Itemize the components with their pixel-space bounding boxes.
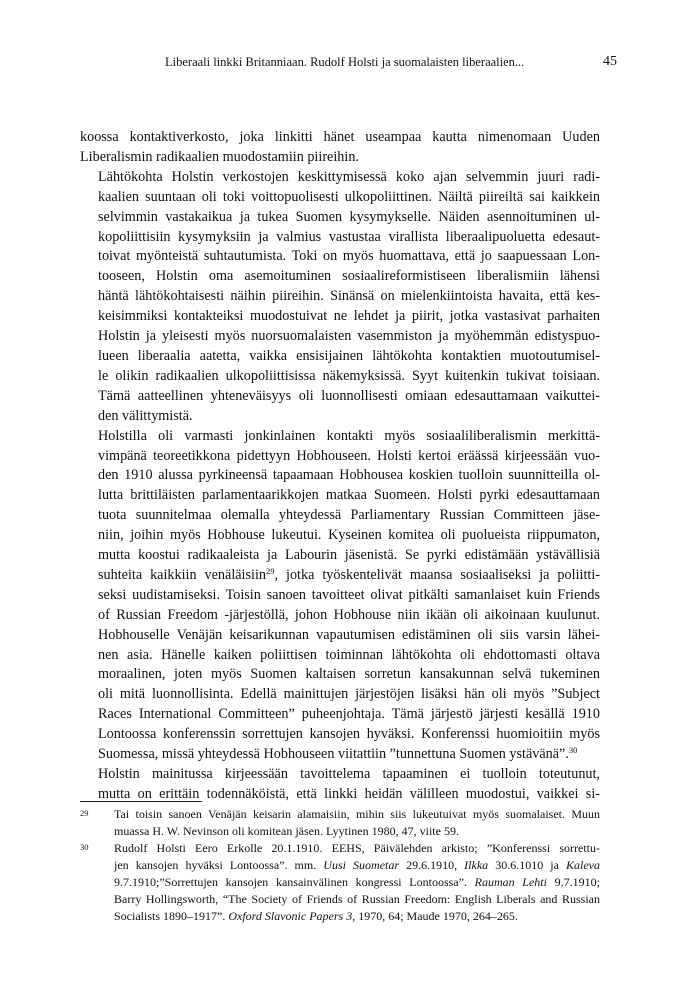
running-header xyxy=(165,52,617,72)
text-line: Holstin mainitussa kirjeessään tavoittelema tapaaminen ei tuolloin toteutunut, xyxy=(98,766,600,782)
text-line: Races International Committeen” puheenjohtaja. Tämä järjestö järjesti kesällä 1910 xyxy=(98,706,600,723)
text-line: niin, joihin myös Hobhouse lukeutui. Kyseinen komitea oli puolueista riippumaton, xyxy=(98,527,600,544)
paragraph xyxy=(80,427,600,765)
page-number: 45 xyxy=(603,54,617,69)
body-text xyxy=(80,128,600,805)
text-line: kaalien suuntaan oli toki voittopuolisesti ulkopoliittinen. Näiltä piireiltä sai kaikkein xyxy=(98,188,600,205)
footnote-number: 29 xyxy=(80,808,89,818)
footnote-line: jen kansojen hyväksi Lontoossa”. mm. Uusi Suometar 29.6.1910, Ilkka 30.6.1010 ja Kaleva xyxy=(114,858,600,872)
running-title: Liberaali linkki Britanniaan. Rudolf Holsti ja suomalaisten liberaalien... xyxy=(165,55,525,69)
text-line: of Russian Freedom -järjestöllä, johon Hobhouse niin ikään oli aikoinaan kuulunut. xyxy=(98,606,600,623)
text-line: mutta koostui radikaaleista ja Labourin jäsenistä. Se pyrki edistämään ystävällisiä xyxy=(98,547,600,564)
text-line: moraalinen, joten myös Suomen kaltaisen sorretun kansakunnan selvä tukeminen xyxy=(98,666,600,683)
text-line: selvimmin vastakaikua ja tukea Suomen kysymykselle. Näiden asennoituminen ul- xyxy=(98,208,600,225)
text-line: Suomessa, missä yhteydessä Hobhouseen viitattiin ”tunnettuna Suomen ystävänä”.$^{30}$ xyxy=(98,745,578,763)
paragraph xyxy=(80,168,600,427)
text-line: Lontoossa konferenssin sorrettujen kansojen hyväksi. Konferenssi huomioitiin myös xyxy=(98,726,600,743)
text-line: le olikin radikaalien ulkopoliittisissa näkemyksissä. Syyt kuitenkin tukivat toisiaan. xyxy=(98,367,600,384)
text-line: Lähtökohta Holstin verkostojen keskittymisessä koko ajan selvemmin juuri radi- xyxy=(98,168,600,185)
text-line: oli mitä luonnollisinta. Edellä mainittujen järjestöjen lisäksi hän oli myös ”Subject xyxy=(98,686,600,703)
text-line: Holstin ja yleisesti myös nuorsuomalaisten vasemmiston ja myöhemmän edistyspuo- xyxy=(98,328,600,345)
footnote-line: Tai toisin sanoen Venäjän keisarin alamaisiin, mihin siis lukeutuivat myös suomalaiset. Muun xyxy=(114,807,600,821)
footnote-line: 9.7.1910;”Sorrettujen kansojen kansainvälinen kongressi Lontoossa”. Rauman Lehti 9.7.1910; xyxy=(114,875,600,889)
footnote-ref: 30 xyxy=(568,745,578,756)
text-line: seksi uudistamiseksi. Toisin sanoen tavoitteet olivat pitkälti samanlaiset kuin Friends xyxy=(98,586,600,603)
text-line: mutta on erittäin todennäköistä, että linkki heidän välilleen muodostui, vaikkei si- xyxy=(98,785,600,802)
text-line: kopoliittisiin kysymyksiin ja valmius vastustaa virallista liberaalipuoluetta edesaut- xyxy=(98,228,600,245)
footnote-line: Barry Hollingsworth, “The Society of Friends of Russian Freedom: English Liberals and Russian xyxy=(114,892,600,906)
paragraph xyxy=(80,765,600,805)
text-line: den 1910 alussa pyrkineensä tapaamaan Hobhousea koskien tuolloin suunnitteilla ol- xyxy=(98,467,600,484)
text-line: suhteita kaikkiin venäläisiin$^{29}$, jotka työskentelivät maansa sosiaaliseksi ja poliitti- xyxy=(98,565,600,583)
text-line: lutta brittiläisten parlamentaarikkojen matkaa Suomeen. Holsti pyrki edesauttamaan xyxy=(98,487,600,504)
text-line: häntä lähtökohtaisesti näihin piireihin. Sinänsä on mielenkiintoista havaita, että kes- xyxy=(98,288,600,305)
footnotes xyxy=(80,806,600,925)
text-line: koossa kontaktiverkosto, joka linkitti hänet useampaa kautta nimenomaan Uuden xyxy=(80,129,600,145)
paragraph xyxy=(80,128,600,168)
text-line: den välittymistä. xyxy=(98,407,193,424)
text-line: tooseen, Holstin oma asemoituminen sosiaalireformistiseen liberalismiin lähensi xyxy=(98,268,600,285)
text-line: lueen liberaalia aatetta, vaikka ensisijainen lähtökohta kontaktien muotoutumisel- xyxy=(98,347,600,364)
text-line: nen asia. Hänelle kaiken poliittisen toiminnan lähtökohta oli ehdottomasti oltava xyxy=(98,646,600,663)
footnote xyxy=(80,840,600,925)
text-line: vimpänä teoreetikkona pidettyyn Hobhouseen. Holsti kertoi eräässä kirjeessään vuo- xyxy=(98,447,600,464)
text-line: Liberalismin radikaalien muodostamiin piireihin. xyxy=(80,148,359,165)
text-line: Hobhouselle Venäjän keisarikunnan vapautumisen edistäminen oli siis varsin lähei- xyxy=(98,626,600,643)
footnote xyxy=(80,806,600,840)
text-line: tuota suunnitelmaa olemalla yhteydessä Parliamentary Russian Committeen jäse- xyxy=(98,507,600,524)
footnote-ref: 29 xyxy=(266,565,275,576)
footnote-line: muassa H. W. Nevinson oli komitean jäsen. Lyytinen 1980, 47, viite 59. xyxy=(114,824,459,838)
text-line: keisimmiksi kontakteiksi muodostuivat ne lehdet ja piirit, jotka vastasivat parhaiten xyxy=(98,308,600,325)
text-line: Tämä aatteellinen yhteneväisyys oli luonnollisesti omiaan edesauttamaan vaikuttei- xyxy=(98,387,600,404)
text-line: Holstilla oli varmasti jonkinlainen kontakti myös sosiaaliliberalismin merkittä- xyxy=(98,427,600,444)
footnote-rule xyxy=(80,801,202,802)
text-line: toivat myönteistä suhtautumista. Toki on myös huomattava, että jo saapuessaan Lon- xyxy=(98,248,600,265)
footnote-line: Socialists 1890–1917”. Oxford Slavonic Papers 3, 1970, 64; Maude 1970, 264–265. xyxy=(114,909,518,923)
footnote-number: 30 xyxy=(80,842,89,852)
footnote-line: Rudolf Holsti Eero Erkolle 20.1.1910. EEHS, Päivälehden arkisto; ”Konferenssi sorrettu- xyxy=(114,841,600,855)
